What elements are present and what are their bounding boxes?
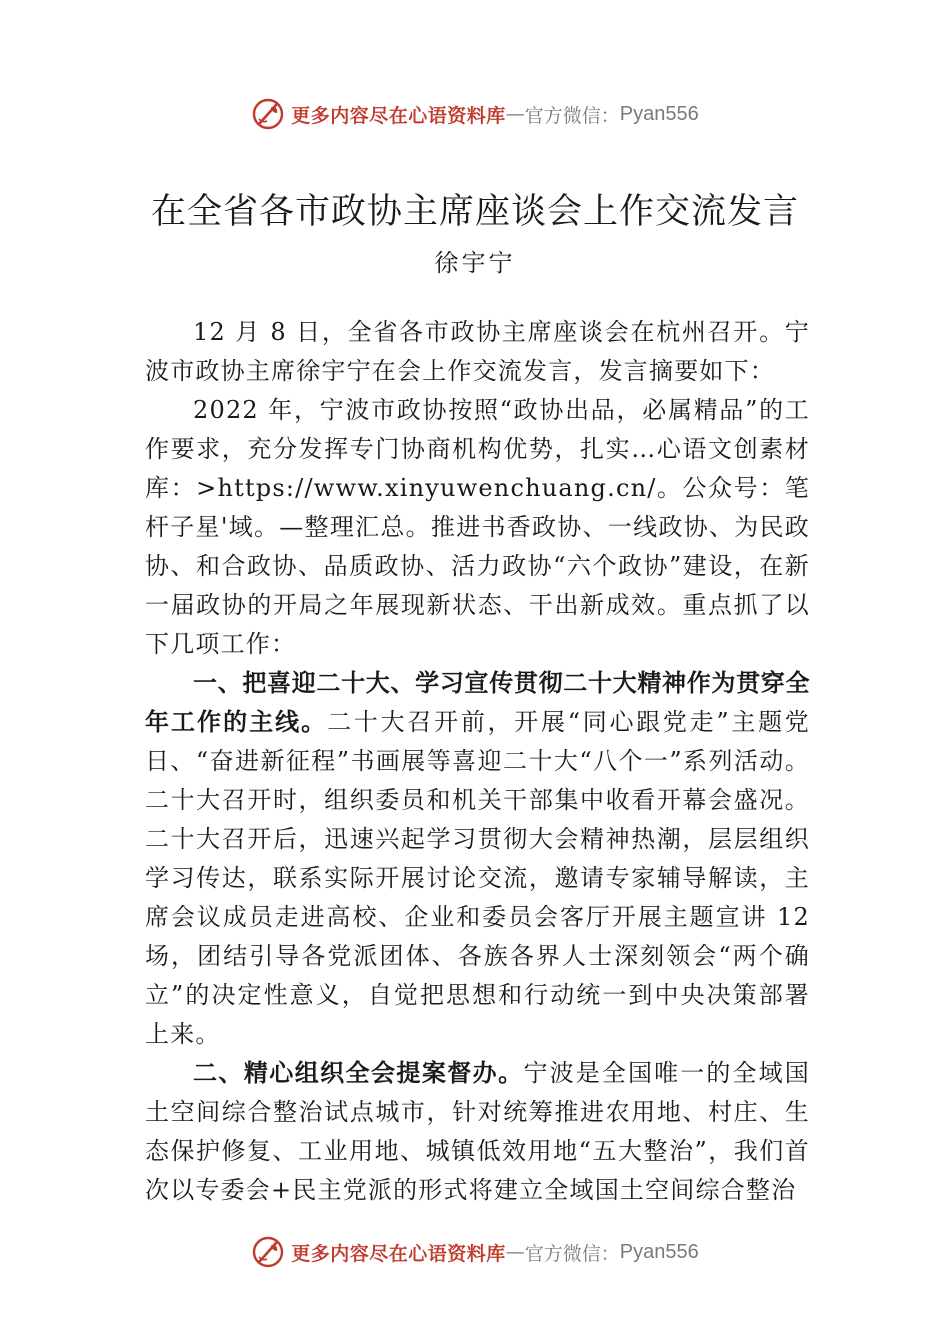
quill-seal-logo-icon bbox=[251, 1235, 285, 1269]
banner-brand-text: 更多内容尽在心语资料库 bbox=[291, 104, 506, 127]
paragraph-text: 宁波是全国唯一的全域国土空间综合整治试点城市，针对统筹推进农用地、村庄、生态保护修复、工业用地、城镇低效用地“五大整治”，我们首次以专委会+民主党派的形式将建立全域国土空间综合整治 bbox=[145, 1059, 811, 1204]
watermark-banner-top bbox=[0, 94, 950, 134]
paragraph bbox=[145, 313, 810, 391]
banner-wechat-id: Pyan556 bbox=[619, 1240, 699, 1263]
paragraph bbox=[145, 1054, 810, 1210]
paragraph bbox=[145, 391, 810, 664]
banner-dash: — bbox=[505, 103, 525, 125]
paragraph-text: 二十大召开前，开展“同心跟党走”主题党日、“奋进新征程”书画展等喜迎二十大“八个一”系列活动。二十大召开时，组织委员和机关干部集中收看开幕会盛况。二十大召开后，迅速兴起学习贯彻大会精神热潮，层层组织学习传达，联系实际开展讨论交流，邀请专家辅导解读，主席会议成员走进高校、企业和委员会客厅开展主题宣讲 12 场，团结引导各党派团体、各族各界人士深刻领会“两个确立”的决定性意义，自觉把思想和行动统一到中央决策部署上来。 bbox=[145, 708, 810, 1048]
banner-wechat-id: Pyan556 bbox=[619, 102, 699, 125]
paragraph bbox=[145, 664, 810, 1054]
document-author: 徐宇宁 bbox=[434, 249, 516, 277]
banner-wechat-label: 官方微信： bbox=[524, 104, 620, 127]
paragraph-lead: 一、把喜迎二十大、学习宣传贯彻二十大精神作为贯穿全年工作的主线。 bbox=[145, 669, 810, 736]
watermark-banner-bottom bbox=[0, 1232, 950, 1272]
paragraph-lead: 二、精心组织全会提案督办。 bbox=[193, 1059, 524, 1087]
paragraph-text: 12 月 8 日，全省各市政协主席座谈会在杭州召开。宁波市政协主席徐宇宁在会上作交流发言，发言摘要如下： bbox=[145, 318, 810, 385]
document-body bbox=[145, 313, 810, 1210]
banner-dash: — bbox=[505, 1241, 525, 1263]
document-title: 在全省各市政协主席座谈会上作交流发言 bbox=[150, 192, 799, 232]
banner-brand-text: 更多内容尽在心语资料库 bbox=[291, 1242, 506, 1265]
quill-seal-logo-icon bbox=[251, 97, 285, 131]
banner-wechat-label: 官方微信： bbox=[524, 1242, 620, 1265]
paragraph-text: 2022 年，宁波市政协按照“政协出品，必属精品”的工作要求，充分发挥专门协商机构优势，扎实…心语文创素材库：>https://www.xinyuwenchuang.cn/。公众号：笔杆子星'域。—整理汇总。推进书香政协、一线政协、为民政协、和合政协、品质政协、活力政协“六个政协”建设，在新一届政协的开局之年展现新状态、干出新成效。重点抓了以下几项工作： bbox=[145, 396, 810, 658]
